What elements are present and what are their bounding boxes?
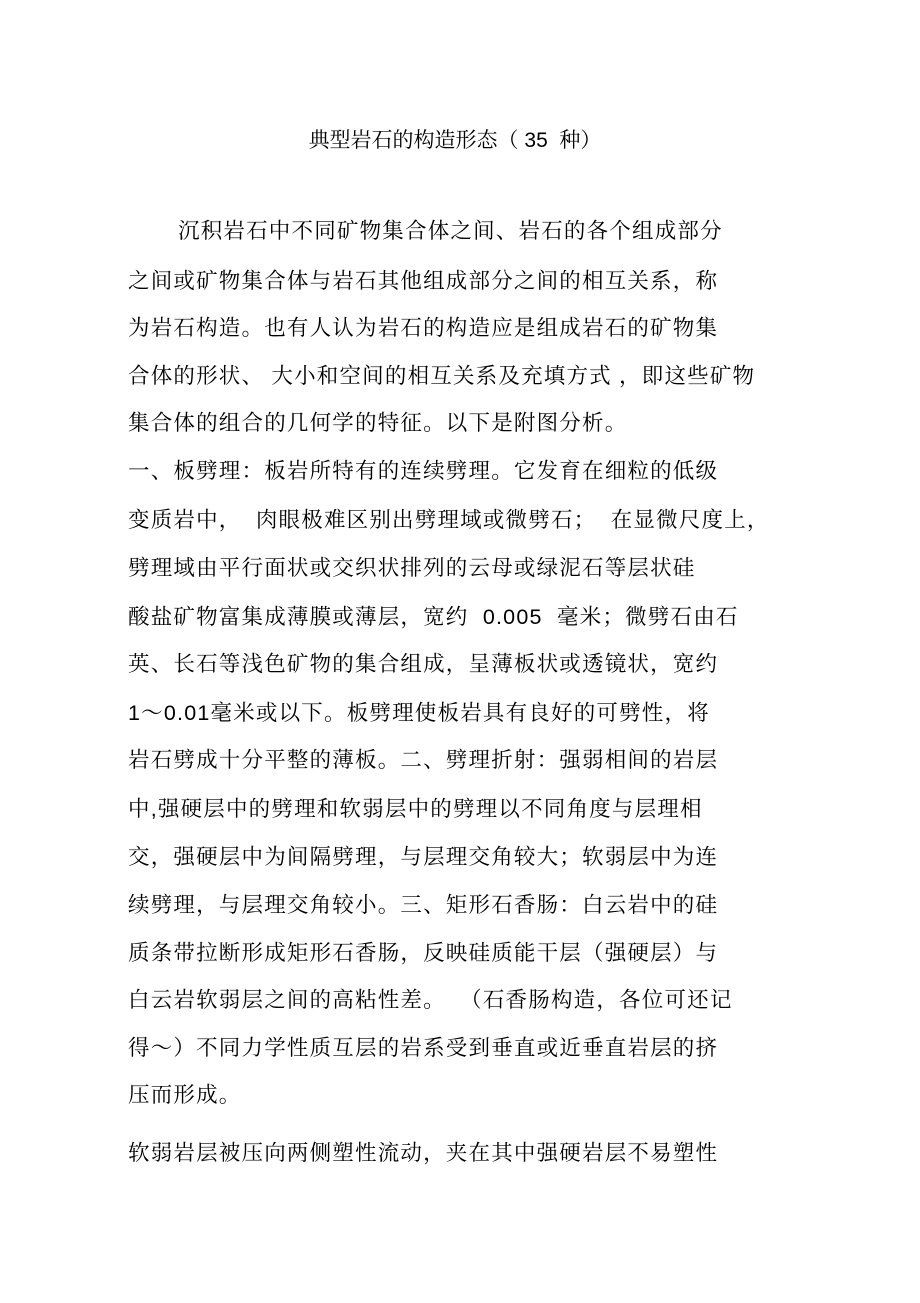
paragraph-line: 酸盐矿物富集成薄膜或薄层，宽约 0.005 毫米；微劈石由石: [128, 605, 739, 629]
paragraph-line: 一、板劈理：板岩所特有的连续劈理。它发育在细粒的低级: [128, 459, 719, 483]
paragraph-line: 软弱岩层被压向两侧塑性流动，夹在其中强硬岩层不易塑性: [128, 1141, 719, 1165]
paragraph-line: 岩石劈成十分平整的薄板。二、劈理折射：强弱相间的岩层: [128, 748, 719, 772]
paragraph-line: 白云岩软弱层之间的高粘性差。 （石香肠构造，各位可还记: [128, 988, 733, 1012]
paragraph-line: 交，强硬层中为间隔劈理，与层理交角较大；软弱层中为连: [128, 845, 719, 869]
paragraph-line: 集合体的组合的几何学的特征。以下是附图分析。: [128, 411, 628, 435]
paragraph-line: 沉积岩石中不同矿物集合体之间、岩石的各个组成部分: [178, 219, 723, 243]
paragraph-line: 之间或矿物集合体与岩石其他组成部分之间的相互关系，称: [128, 269, 719, 293]
paragraph-line: 合体的形状、 大小和空间的相互关系及充填方式 ，即这些矿物: [128, 364, 756, 388]
paragraph-line: 变质岩中， 肉眼极难区别出劈理域或微劈石； 在显微尺度上，: [128, 508, 770, 532]
paragraph-line: 劈理域由平行面状或交织状排列的云母或绿泥石等层状硅: [128, 556, 696, 580]
paragraph-line: 英、长石等浅色矿物的集合组成，呈薄板状或透镜状，宽约: [128, 652, 719, 676]
paragraph-line: 压而形成。: [128, 1083, 242, 1107]
paragraph-line: 中,强硬层中的劈理和软弱层中的劈理以不同角度与层理相: [128, 797, 703, 821]
paragraph-line: 为岩石构造。也有人认为岩石的构造应是组成岩石的矿物集: [128, 316, 719, 340]
paragraph-line: 质条带拉断形成矩形石香肠，反映硅质能干层（强硬层）与: [128, 941, 719, 965]
paragraph-line: 续劈理，与层理交角较小。三、矩形石香肠：白云岩中的硅: [128, 893, 719, 917]
paragraph-line: 得～）不同力学性质互层的岩系受到垂直或近垂直岩层的挤: [128, 1036, 719, 1060]
paragraph-line: 1～0.01毫米或以下。板劈理使板岩具有良好的可劈性，将: [128, 701, 710, 725]
document-title: 典型岩石的构造形态（ 35 种）: [308, 129, 602, 152]
